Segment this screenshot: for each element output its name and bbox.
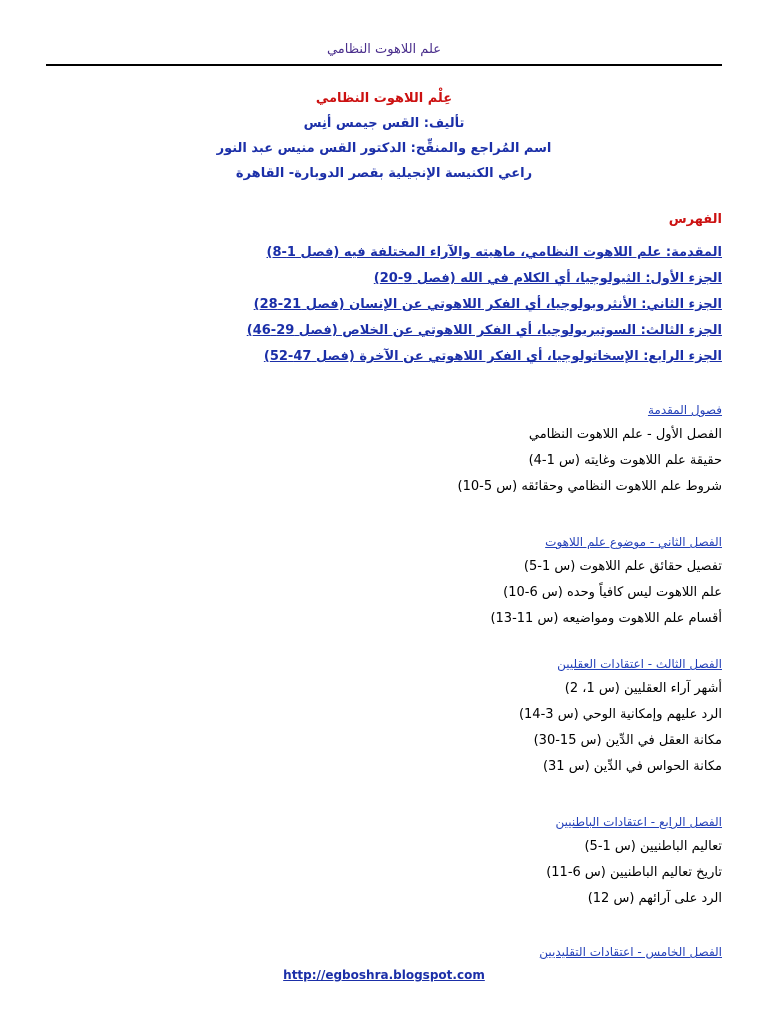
toc-link-part-4[interactable]: الجزء الرابع: الإسخاتولوجيا، أي الفكر اللاهوتي عن الآخرة (فصل 47-52) [263, 349, 722, 364]
list-item: أقسام علم اللاهوت ومواضيعه (س 11-13) [490, 611, 722, 626]
list-item: حقيقة علم اللاهوت وغايته (س 1-4) [528, 453, 722, 468]
list-item: علم اللاهوت ليس كافياً وحده (س 6-10) [503, 585, 722, 600]
toc-link-introduction[interactable]: المقدمة: علم اللاهوت النظامي، ماهيته والآراء المختلفة فيه (فصل 1-8) [266, 245, 722, 260]
list-item: الفصل الأول - علم اللاهوت النظامي [528, 427, 722, 442]
list-item: الرد عليهم وإمكانية الوحي (س 3-14) [518, 707, 722, 722]
section-title-link[interactable]: الفصل الثاني - موضوع علم اللاهوت [545, 535, 722, 549]
list-item: تعاليم الباطنيين (س 1-5) [584, 839, 722, 854]
section-title-link[interactable]: الفصل الثالث - اعتقادات العقليين [557, 657, 722, 671]
toc-link-part-3[interactable]: الجزء الثالث: السوتيريولوجيا، أي الفكر اللاهوتي عن الخلاص (فصل 29-46) [246, 323, 722, 338]
list-item: الرد على آرائهم (س 12) [587, 891, 722, 906]
page-header-title: علم اللاهوت النظامي [326, 42, 442, 57]
list-item: أشهر آراء العقليين (س 1، 2) [564, 681, 722, 696]
section-title-link[interactable]: الفصل الرابع - اعتقادات الباطنيين [555, 815, 722, 829]
footer [0, 964, 768, 983]
title-block [0, 86, 768, 186]
section-chapter-2 [42, 530, 722, 632]
pastor-line: راعي الكنيسة الإنجيلية بقصر الدوبارة- القاهرة [235, 166, 533, 181]
header-divider [46, 64, 722, 66]
list-item: مكانة العقل في الدِّين (س 15-30) [533, 733, 722, 748]
toc-link-part-2[interactable]: الجزء الثاني: الأنثروبولوجيا، أي الفكر اللاهوتي عن الإنسان (فصل 21-28) [253, 297, 722, 312]
book-title: عِلْم اللاهوت النظامي [315, 91, 453, 106]
author-line: تأليف: القس جيمس أنِس [303, 116, 465, 131]
section-chapter-5 [42, 940, 722, 964]
footer-blog-link[interactable]: http://egboshra.blogspot.com [283, 968, 485, 982]
list-item: تفصيل حقائق علم اللاهوت (س 1-5) [523, 559, 722, 574]
list-item: تاريخ تعاليم الباطنيين (س 6-11) [546, 865, 722, 880]
list-item: شروط علم اللاهوت النظامي وحقائقه (س 5-10) [457, 479, 722, 494]
list-item: مكانة الحواس في الدِّين (س 31) [542, 759, 722, 774]
section-title-link[interactable]: فصول المقدمة [647, 403, 722, 417]
section-chapter-4 [42, 810, 722, 912]
section-intro-chapters [42, 398, 722, 500]
table-of-contents [42, 240, 722, 370]
reviewer-line: اسم المُراجع والمنقِّح: الدكتور القس منيس عبد النور [216, 141, 552, 156]
section-title-link[interactable]: الفصل الخامس - اعتقادات التقليديين [539, 945, 722, 959]
toc-link-part-1[interactable]: الجزء الأول: الثيولوجيا، أي الكلام في الله (فصل 9-20) [373, 271, 722, 286]
section-chapter-3 [42, 652, 722, 780]
toc-heading: الفهرس [668, 212, 722, 227]
